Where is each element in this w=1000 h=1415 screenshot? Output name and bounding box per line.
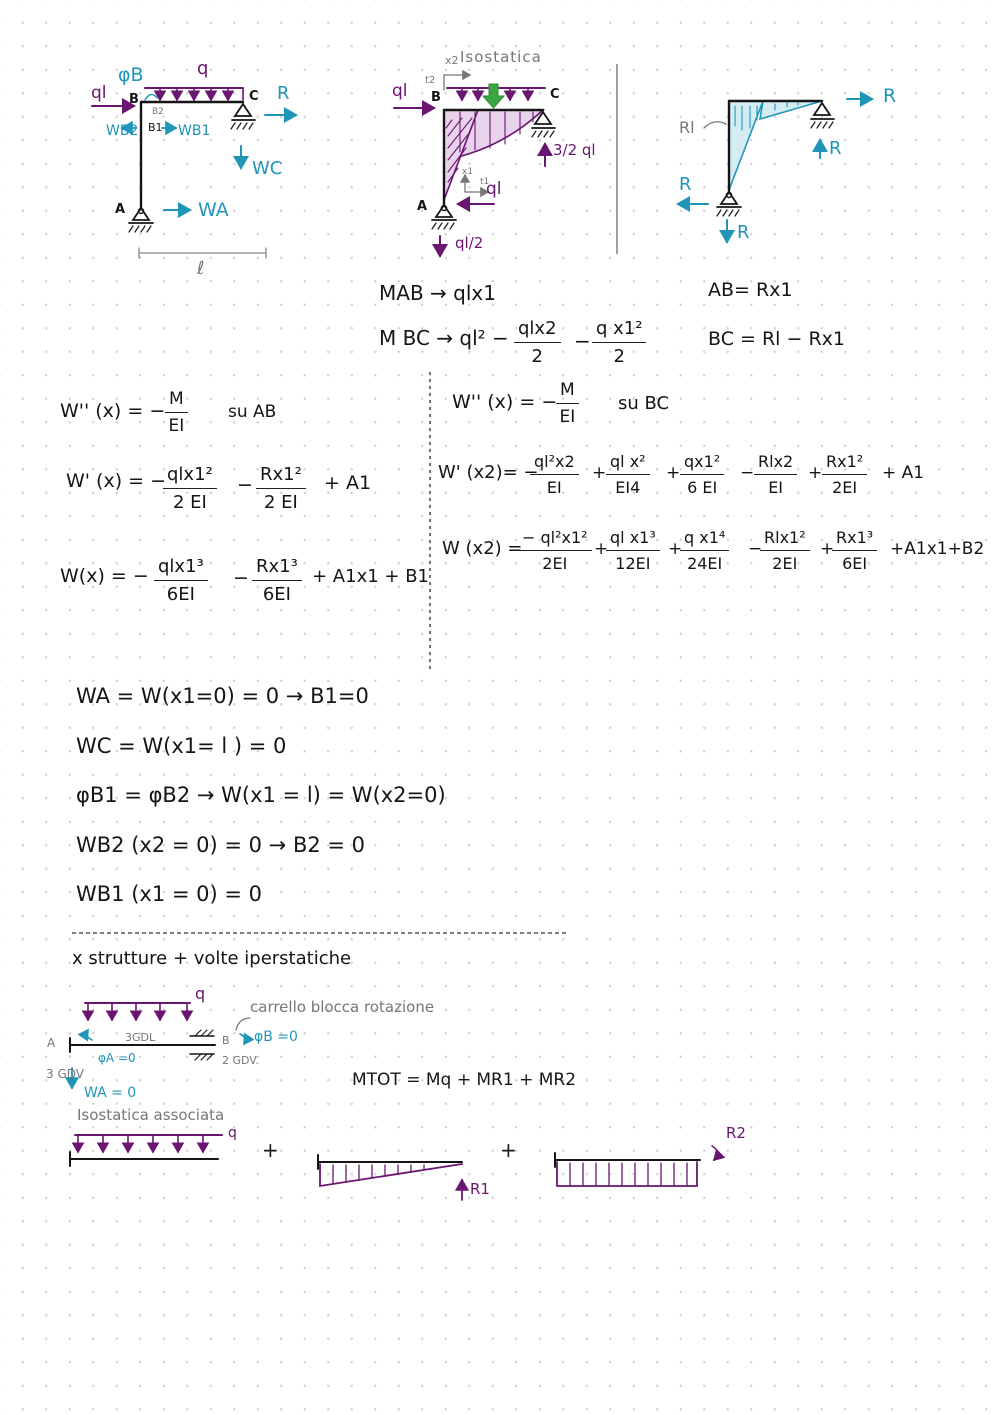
left-w0-minus: − [233, 567, 249, 589]
isostatica-label: Isostatica [460, 48, 542, 66]
r-a-h-label: R [679, 174, 692, 195]
right-w2-fraction: $\frac{M}{EI}$ [556, 382, 579, 426]
right-w0-prefix: W (x2) = [442, 538, 523, 559]
left-w0-suffix: + A1x1 + B1 [312, 566, 429, 587]
boundary-condition: WA = W(x1=0) = 0 → B1=0 [76, 684, 369, 708]
left-w1-minus: − [237, 474, 253, 496]
section2-title: x strutture + volte iperstatiche [72, 948, 352, 969]
x2-label: x2 [445, 54, 459, 67]
gdv2-label: 2 GDV. [222, 1054, 259, 1067]
r-a-v-label: R [737, 222, 750, 243]
r1-label: R1 [470, 1180, 490, 1198]
t2-label: t2 [425, 75, 436, 86]
gdl-label: 3GDL [125, 1031, 156, 1044]
right-fraction-term: Rlx1² 2EI [760, 530, 810, 572]
right-fraction-term: $\frac{\text{Rx1³}}{6EI}$ [832, 530, 877, 572]
wb1-label: WB1 [178, 123, 211, 139]
boundary-condition: WB2 (x2 = 0) = 0 → B2 = 0 [76, 832, 366, 857]
left-w0-prefix: W(x) = − [60, 565, 149, 587]
moment-bc-minus: − [574, 329, 591, 353]
associated-isostatic [70, 1135, 718, 1200]
node-a2-label: A [417, 199, 428, 214]
iso-q-label: q [228, 1125, 237, 1141]
ql-left-label: ql [392, 81, 408, 101]
right-fraction-term: $\frac{\text{qx1²}}{6 EI}$ [680, 454, 724, 496]
left-w2-suffix: su AB [228, 402, 277, 422]
node-b2-label: B [431, 90, 441, 105]
left-w2-fraction: $\frac{M}{EI}$ [165, 391, 188, 435]
moment-ab-r: AB= Rx1 [708, 279, 793, 301]
right-operator: + [594, 539, 609, 559]
gdv3-label: 3 GDV [46, 1067, 84, 1081]
ql-bottom-label: ql [486, 179, 502, 199]
wa-zero: WA = 0 [84, 1085, 137, 1101]
node-c-label: C [249, 89, 259, 104]
right-fraction-term: Rlx2 EI [754, 454, 797, 496]
right-operator: + [820, 539, 835, 559]
node-c2-label: C [550, 87, 560, 102]
rl-label: Rl [679, 118, 695, 137]
right-fraction-term: $\frac{\text{− ql²x1²}}{2EI}$ [518, 530, 592, 572]
left-w2-prefix: W'' (x) = − [60, 400, 166, 422]
q-label: q [197, 58, 209, 79]
right-w2-suffix: su BC [618, 393, 670, 414]
right-fraction-term: $\frac{\text{ql²x2}}{EI}$ [530, 454, 579, 496]
r-label: R [277, 83, 290, 104]
mtot-equation: MTOT = Mq + MR1 + MR2 [352, 1070, 577, 1090]
right-operator: + A1 [882, 463, 925, 483]
right-operator: + [808, 463, 823, 483]
b2-label: B2 [152, 107, 164, 117]
carrello-note: carrello blocca rotazione [250, 998, 435, 1016]
isostatica-associata-label: Isostatica associata [77, 1106, 225, 1124]
phi-b-zero: φB =0 [254, 1029, 298, 1045]
wa-label: WA [198, 199, 229, 221]
right-operator: + [666, 463, 681, 483]
left-w1-prefix: W' (x) = − [66, 470, 167, 492]
t1-label: t1 [480, 177, 490, 187]
moment-bc-fraction-1: qlx2 2 [514, 320, 561, 366]
boundary-condition: φB1 = φB2 → W(x1 = l) = W(x2=0) [76, 783, 446, 807]
wc-label: WC [252, 158, 283, 179]
node-b-label: B [129, 92, 139, 107]
phi-b-label: φB [118, 64, 144, 86]
beam-q-label: q [195, 984, 206, 1003]
right-fraction-term: $\frac{\text{q x1⁴}}{24EI}$ [680, 530, 729, 572]
right-w1-prefix: W' (x2)= − [438, 462, 539, 483]
plus-2: + [500, 1138, 517, 1162]
beam-node-a: A [47, 1036, 56, 1050]
reaction-a-label: ql/2 [455, 234, 484, 252]
x1-label: x1 [462, 167, 474, 177]
left-w1-fraction-1: qlx1² 2 EI [163, 466, 217, 512]
left-w0-fraction-1: qlx1³ 6EI [154, 558, 208, 604]
moment-ab: MAB → qlx1 [379, 281, 496, 305]
right-fraction-term: $\frac{\text{Rx1²}}{2EI}$ [822, 454, 867, 496]
wb2-label: WB2 [106, 123, 139, 139]
moment-diagram-r [729, 101, 763, 190]
boundary-condition: WC = W(x1= l ) = 0 [76, 733, 287, 758]
right-operator: +A1x1+B2 [890, 539, 985, 559]
moment-bc-r: BC = Rl − Rx1 [708, 328, 845, 350]
right-operator: + [592, 463, 607, 483]
left-w0-fraction-2: $\frac{\text{Rx1³}}{6EI}$ [252, 558, 302, 604]
right-operator: − [740, 463, 755, 483]
right-operator: + [668, 539, 683, 559]
moment-bc-fraction-2: $\frac{\text{q x1²}}{2}$ [592, 320, 646, 366]
length-label: ℓ [197, 258, 205, 279]
phi-a-zero: φA =0 [98, 1051, 136, 1065]
beam-node-b: B [222, 1034, 230, 1047]
left-w1-fraction-2: $\frac{\text{Rx1²}}{2 EI}$ [256, 466, 306, 512]
r-top-label: R [883, 85, 897, 107]
right-operator: − [748, 539, 763, 559]
right-fraction-term: $\frac{\text{ql x²}}{EI4}$ [606, 454, 650, 496]
boundary-condition: WB1 (x1 = 0) = 0 [76, 882, 262, 906]
r2-label: R2 [726, 1124, 746, 1142]
ql-label: ql [91, 83, 107, 103]
moment-bc-prefix: M BC → ql² − [379, 326, 509, 350]
reaction-c-label: 3/2 ql [553, 141, 596, 159]
b1-label: B1 [148, 121, 163, 134]
frame-diagram-2 [394, 75, 555, 256]
frame-diagram-3 [678, 99, 872, 242]
r-c-label: R [829, 138, 842, 159]
right-fraction-term: $\frac{\text{ql x1³}}{12EI}$ [606, 530, 660, 572]
node-a-label: A [115, 202, 126, 217]
left-w1-suffix: + A1 [324, 472, 372, 494]
right-w2-prefix: W'' (x) = − [452, 391, 558, 413]
plus-1: + [262, 1138, 279, 1162]
